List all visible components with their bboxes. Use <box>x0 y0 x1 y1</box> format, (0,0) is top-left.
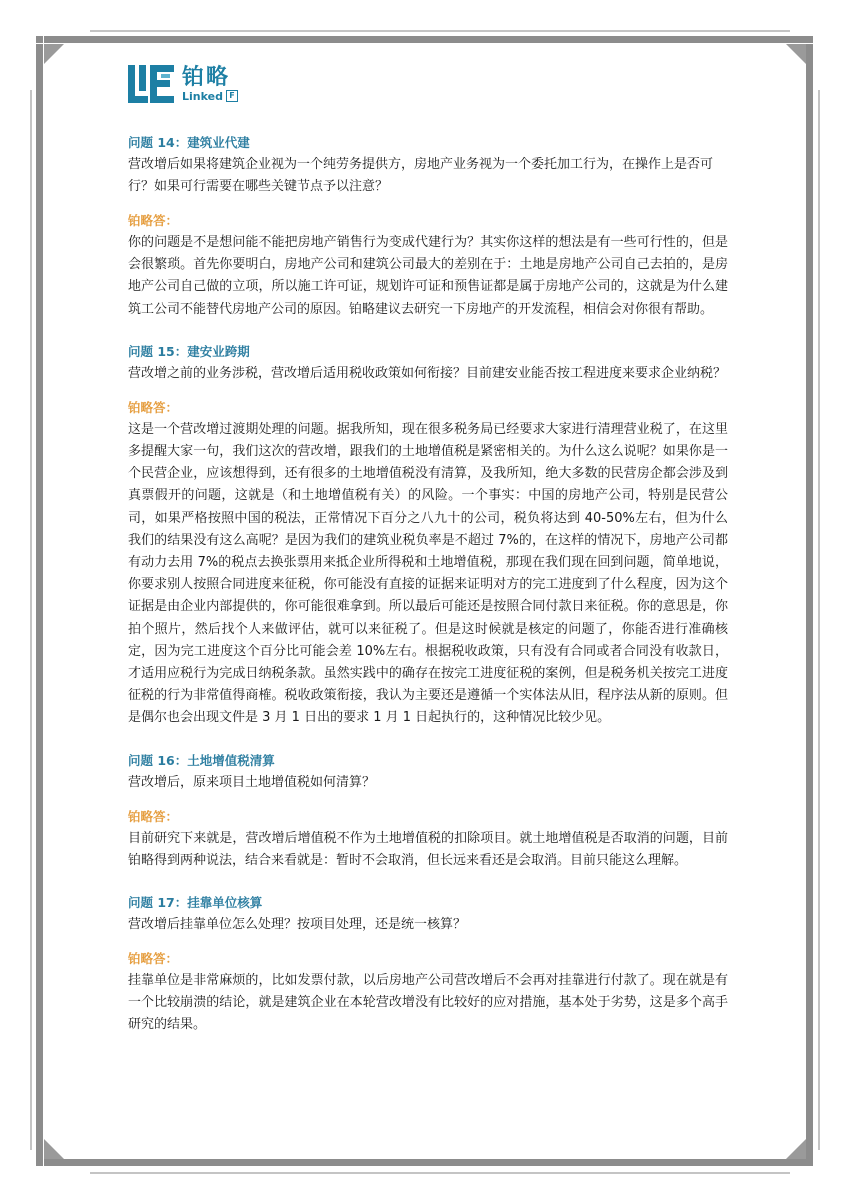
answer-label: 铂略答： <box>128 808 179 824</box>
qa-section-17 <box>128 892 728 1037</box>
frame-corner-square <box>806 1159 813 1166</box>
answer-text: 你的问题是不是想问能不能把房地产销售行为变成代建行为？其实你这样的想法是有一些可行性的，但是会很繁琐。首先你要明白，房地产公司和建筑公司最大的差别在于：土地是房地产公司自己去拍的，是房地产公司自己做的立项，所以施工许可证，规划许可证和预售证都是属于房地产公司的，这就是为什么建筑工公司不能替代房地产公司的原因。铂略建议去研究一下房地产的开发流程，相信会对你很有帮助。 <box>128 235 728 317</box>
frame-right-border <box>806 44 813 1159</box>
question-title: 问题 14：建筑业代建 <box>128 135 250 150</box>
frame-corner-triangle <box>44 1139 64 1159</box>
answer-text: 目前研究下来就是，营改增后增值税不作为土地增值税的扣除项目。就土地增值税是否取消的问题，目前铂略得到两种说法，结合来看就是：暂时不会取消，但长远来看还是会取消。目前只能这么理解。 <box>128 830 728 868</box>
brand-logo <box>128 65 238 103</box>
brand-name-en-box: F <box>226 90 238 102</box>
qa-section-15 <box>128 341 728 730</box>
question-text: 营改增之前的业务涉税，营改增后适用税收政策如何衔接？目前建安业能否按工程进度来要求企业纳税？ <box>128 365 727 381</box>
qa-section-16 <box>128 750 728 872</box>
frame-corner-square <box>36 1159 43 1166</box>
frame-outer-line <box>90 30 790 32</box>
brand-name-cn: 铂略 <box>182 64 231 90</box>
document-body <box>128 132 728 1057</box>
answer-text: 这是一个营改增过渡期处理的问题。据我所知，现在很多税务局已经要求大家进行清理营业税了，在这里多提醒大家一句，我们这次的营改增，跟我们的土地增值税是紧密相关的。为什么这么说呢？如果你是一个民营企业，应该想得到，还有很多的土地增值税没有清算，及我所知，绝大多数的民营房企都会涉及到真票假开的问题，这就是（和土地增值税有关）的风险。一个事实：中国的房地产公司，特别是民营公司，如果严格按照中国的税法，正常情况下百分之八九十的公司，税负将达到 40-50%左右，但为什么我们的结果没有这么高呢？是因为我们的建筑业税负率是不超过 7%的，在这样的情况下，房地产公司都有动力去用 7%的税点去换张票用来抵企业所得税和土地增值税，那现在我们现在回到问题，简单地说，你要求别人按照合同进度来征税，你可能没有直接的证据来证明对方的完工进度到了什么程度，因为这个证据是由企业内部提供的，你可能很难拿到。所以最后可能还是按照合同付款日来征税。你的意思是，你拍个照片，然后找个人来做评估，就可以来征税了。但是这时候就是核定的问题了，你能否进行准确核定，因为完工进度这个百分比可能会差 10%左右。根据税收政策，只有没有合同或者合同没有收款日，才适用应税行为完成日纳税条款。虽然实践中的确存在按完工进度征税的案例，但是税务机关按完工进度征税的行为非常值得商榷。税收政策衔接，我认为主要还是遵循一个实体法从旧，程序法从新的原则。但是偶尔也会出现文件是 3 月 1 日出的要求 1 月 1 日起执行的，这种情况比较少见。 <box>128 421 728 726</box>
frame-outer-line <box>90 1172 790 1174</box>
frame-corner-square <box>806 36 813 43</box>
answer-text: 挂靠单位是非常麻烦的，比如发票付款，以后房地产公司营改增后不会再对挂靠进行付款了。现在就是有一个比较崩溃的结论，就是建筑企业在本轮营改增没有比较好的应对措施，基本处于劣势，这是多个高手研究的结果。 <box>128 973 728 1033</box>
question-title: 问题 16：土地增值税清算 <box>128 752 275 768</box>
answer-label: 铂略答： <box>128 213 179 228</box>
question-title: 问题 17：挂靠单位核算 <box>128 895 263 911</box>
frame-outer-line <box>818 90 820 1150</box>
question-text: 营改增后如果将建筑企业视为一个纯劳务提供方，房地产业务视为一个委托加工行为，在操作上是否可行？如果可行需要在哪些关键节点予以注意？ <box>128 157 714 194</box>
frame-bottom-border <box>44 1159 806 1166</box>
question-title: 问题 15：建安业跨期 <box>128 343 250 359</box>
question-text: 营改增后挂靠单位怎么处理？按项目处理，还是统一核算？ <box>128 917 467 933</box>
frame-left-border <box>36 44 43 1159</box>
qa-section-14 <box>128 132 728 321</box>
frame-corner-triangle <box>44 44 64 64</box>
frame-corner-square <box>36 36 43 43</box>
brand-name-en-text: Linked <box>182 89 223 103</box>
brand-name-en <box>182 90 238 103</box>
linked-logo-icon <box>128 65 174 103</box>
question-text: 营改增后，原来项目土地增值税如何清算？ <box>128 774 376 790</box>
frame-top-border <box>44 36 806 43</box>
frame-outer-line <box>30 90 32 1150</box>
frame-corner-triangle <box>786 1139 806 1159</box>
frame-corner-triangle <box>786 44 806 64</box>
answer-label: 铂略答： <box>128 951 179 967</box>
answer-label: 铂略答： <box>128 399 179 415</box>
